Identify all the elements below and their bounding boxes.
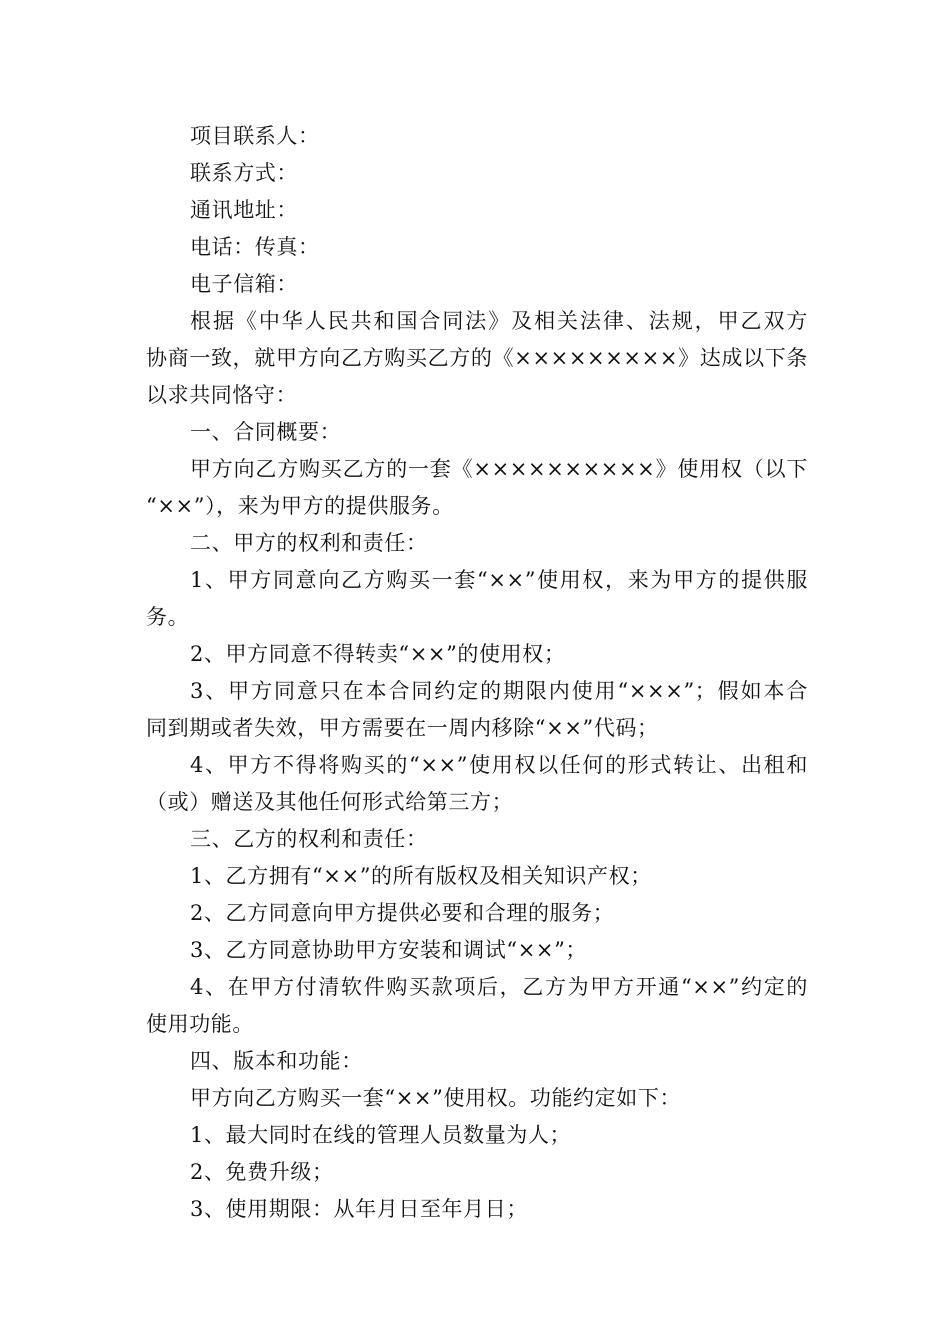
preamble-line-3: 以求共同恪守：	[146, 383, 298, 407]
section-2-item-3-line-2: 同到期或者失效，甲方需要在一周内移除“××”代码；	[146, 716, 659, 740]
contact-method-line: 联系方式：	[190, 161, 298, 185]
section-3-heading: 三、乙方的权利和责任：	[190, 827, 428, 851]
contract-body	[146, 118, 808, 1228]
preamble-line-2: 协商一致，就甲方向乙方购买乙方的《×××××××××》达成以下条	[146, 346, 808, 370]
section-3-item-3: 3、乙方同意协助甲方安装和调试“××”；	[190, 938, 588, 962]
section-2-item-3-line-1: 3、甲方同意只在本合同约定的期限内使用“×××”；假如本合	[190, 679, 808, 703]
section-2-item-1-line-1: 1、甲方同意向乙方购买一套“××”使用权，来为甲方的提供服	[190, 568, 808, 592]
section-3-item-4-line-1: 4、在甲方付清软件购买款项后，乙方为甲方开通“××”约定的	[190, 975, 808, 999]
preamble-line-1: 根据《中华人民共和国合同法》及相关法律、法规，甲乙双方	[190, 309, 808, 333]
section-2-item-2: 2、甲方同意不得转卖“××”的使用权；	[190, 642, 566, 666]
section-1-text-line-2: “××”），来为甲方的提供服务。	[146, 494, 454, 518]
section-4-heading: 四、版本和功能：	[190, 1049, 363, 1073]
section-1-heading: 一、合同概要：	[190, 420, 342, 444]
email-line: 电子信箱：	[190, 272, 298, 296]
section-3-item-1: 1、乙方拥有“××”的所有版权及相关知识产权；	[190, 864, 652, 888]
section-3-item-4-line-2: 使用功能。	[146, 1012, 254, 1036]
section-2-item-4-line-2: （或）赠送及其他任何形式给第三方；	[146, 790, 514, 814]
section-3-item-2: 2、乙方同意向甲方提供必要和合理的服务；	[190, 901, 615, 925]
section-4-item-1: 1、最大同时在线的管理人员数量为人；	[190, 1123, 572, 1147]
section-4-intro: 甲方向乙方购买一套“××”使用权。功能约定如下：	[190, 1086, 682, 1110]
section-2-item-4-line-1: 4、甲方不得将购买的“××”使用权以任何的形式转让、出租和	[190, 753, 808, 777]
mailing-address-line: 通讯地址：	[190, 198, 298, 222]
project-contact-line: 项目联系人：	[190, 124, 320, 148]
section-1-text-line-1: 甲方向乙方购买乙方的一套《××××××××××》使用权（以下	[190, 457, 808, 481]
section-4-item-2: 2、免费升级；	[190, 1160, 334, 1184]
section-4-item-3: 3、使用期限：从年月日至年月日；	[190, 1197, 528, 1221]
phone-fax-line: 电话：传真：	[190, 235, 320, 259]
section-2-item-1-line-2: 务。	[146, 605, 190, 629]
section-2-heading: 二、甲方的权利和责任：	[190, 531, 428, 555]
